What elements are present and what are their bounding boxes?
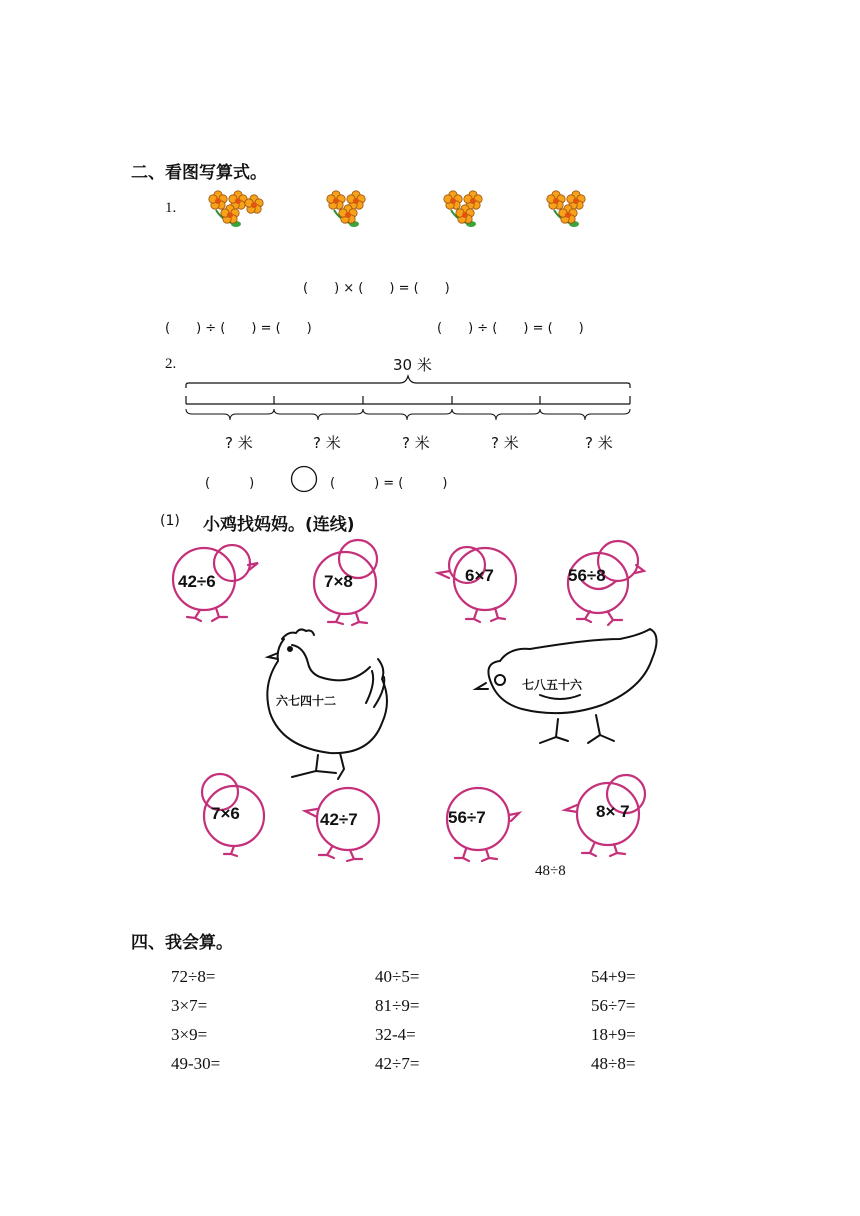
chicks-title-number: (1) bbox=[160, 513, 180, 529]
calc-item: 56÷7= bbox=[591, 996, 636, 1015]
flower-group-3-icon bbox=[444, 191, 482, 227]
q2-segment-label-1: ? 米 bbox=[225, 434, 253, 452]
calc-item: 48÷8= bbox=[591, 1054, 636, 1073]
calc-item: 49-30= bbox=[171, 1054, 221, 1073]
calc-item: 3×7= bbox=[171, 996, 208, 1015]
section2-title: 二、看图写算式。 bbox=[131, 163, 267, 183]
q2-segment-label-3: ? 米 bbox=[402, 434, 430, 452]
chick-label-top-4: 56÷8 bbox=[568, 566, 606, 585]
chick-label-bottom-4: 8× 7 bbox=[596, 802, 630, 821]
chick-label-bottom-2: 42÷7 bbox=[320, 810, 358, 829]
q2-segment-label-5: ? 米 bbox=[585, 434, 613, 452]
q1-label: 1. bbox=[165, 200, 177, 216]
q2-label: 2. bbox=[165, 356, 177, 372]
chicks-title: 小鸡找妈妈。(连线) bbox=[203, 515, 355, 535]
chick-label-top-1: 42÷6 bbox=[178, 572, 216, 591]
q2-segment-label-2: ? 米 bbox=[313, 434, 341, 452]
q1-divide-line-b: ( ) ÷ ( ) = ( ) bbox=[437, 321, 584, 336]
q1-multiply-line: ( ) × ( ) = ( ) bbox=[303, 281, 450, 296]
chick-matching-picture bbox=[160, 535, 660, 870]
calc-item: 18+9= bbox=[591, 1025, 636, 1044]
flower-group-4-icon bbox=[547, 191, 585, 227]
q1-divide-line-a: ( ) ÷ ( ) = ( ) bbox=[165, 321, 312, 336]
q2-segment-label-4: ? 米 bbox=[491, 434, 519, 452]
chick-label-top-2: 7×8 bbox=[324, 572, 353, 591]
hen-left-label: 六七四十二 bbox=[276, 694, 337, 708]
hen-right-label: 七八五十六 bbox=[522, 678, 583, 692]
calc-item: 3×9= bbox=[171, 1025, 208, 1044]
calc-item: 40÷5= bbox=[375, 967, 420, 986]
extra-expression: 48÷8 bbox=[535, 863, 566, 879]
q2-segment-diagram bbox=[180, 372, 640, 424]
operator-circle-icon[interactable] bbox=[290, 465, 320, 495]
calc-item: 72÷8= bbox=[171, 967, 216, 986]
flower-group-1-icon bbox=[209, 191, 263, 227]
flower-groups bbox=[200, 188, 620, 238]
flower-group-2-icon bbox=[327, 191, 365, 227]
chick-label-bottom-1: 7×6 bbox=[211, 804, 240, 823]
calc-item: 81÷9= bbox=[375, 996, 420, 1015]
calc-item: 42÷7= bbox=[375, 1054, 420, 1073]
q2-equation-left: ( ) bbox=[205, 476, 255, 491]
q2-total-label: 30 米 bbox=[393, 356, 432, 374]
calc-item: 54+9= bbox=[591, 967, 636, 986]
calc-item: 32-4= bbox=[375, 1025, 416, 1044]
chick-label-top-3: 6×7 bbox=[465, 566, 494, 585]
section4-title: 四、我会算。 bbox=[131, 933, 233, 953]
q2-equation-right: ( ) = ( ) bbox=[330, 476, 448, 491]
chick-label-bottom-3: 56÷7 bbox=[448, 808, 486, 827]
